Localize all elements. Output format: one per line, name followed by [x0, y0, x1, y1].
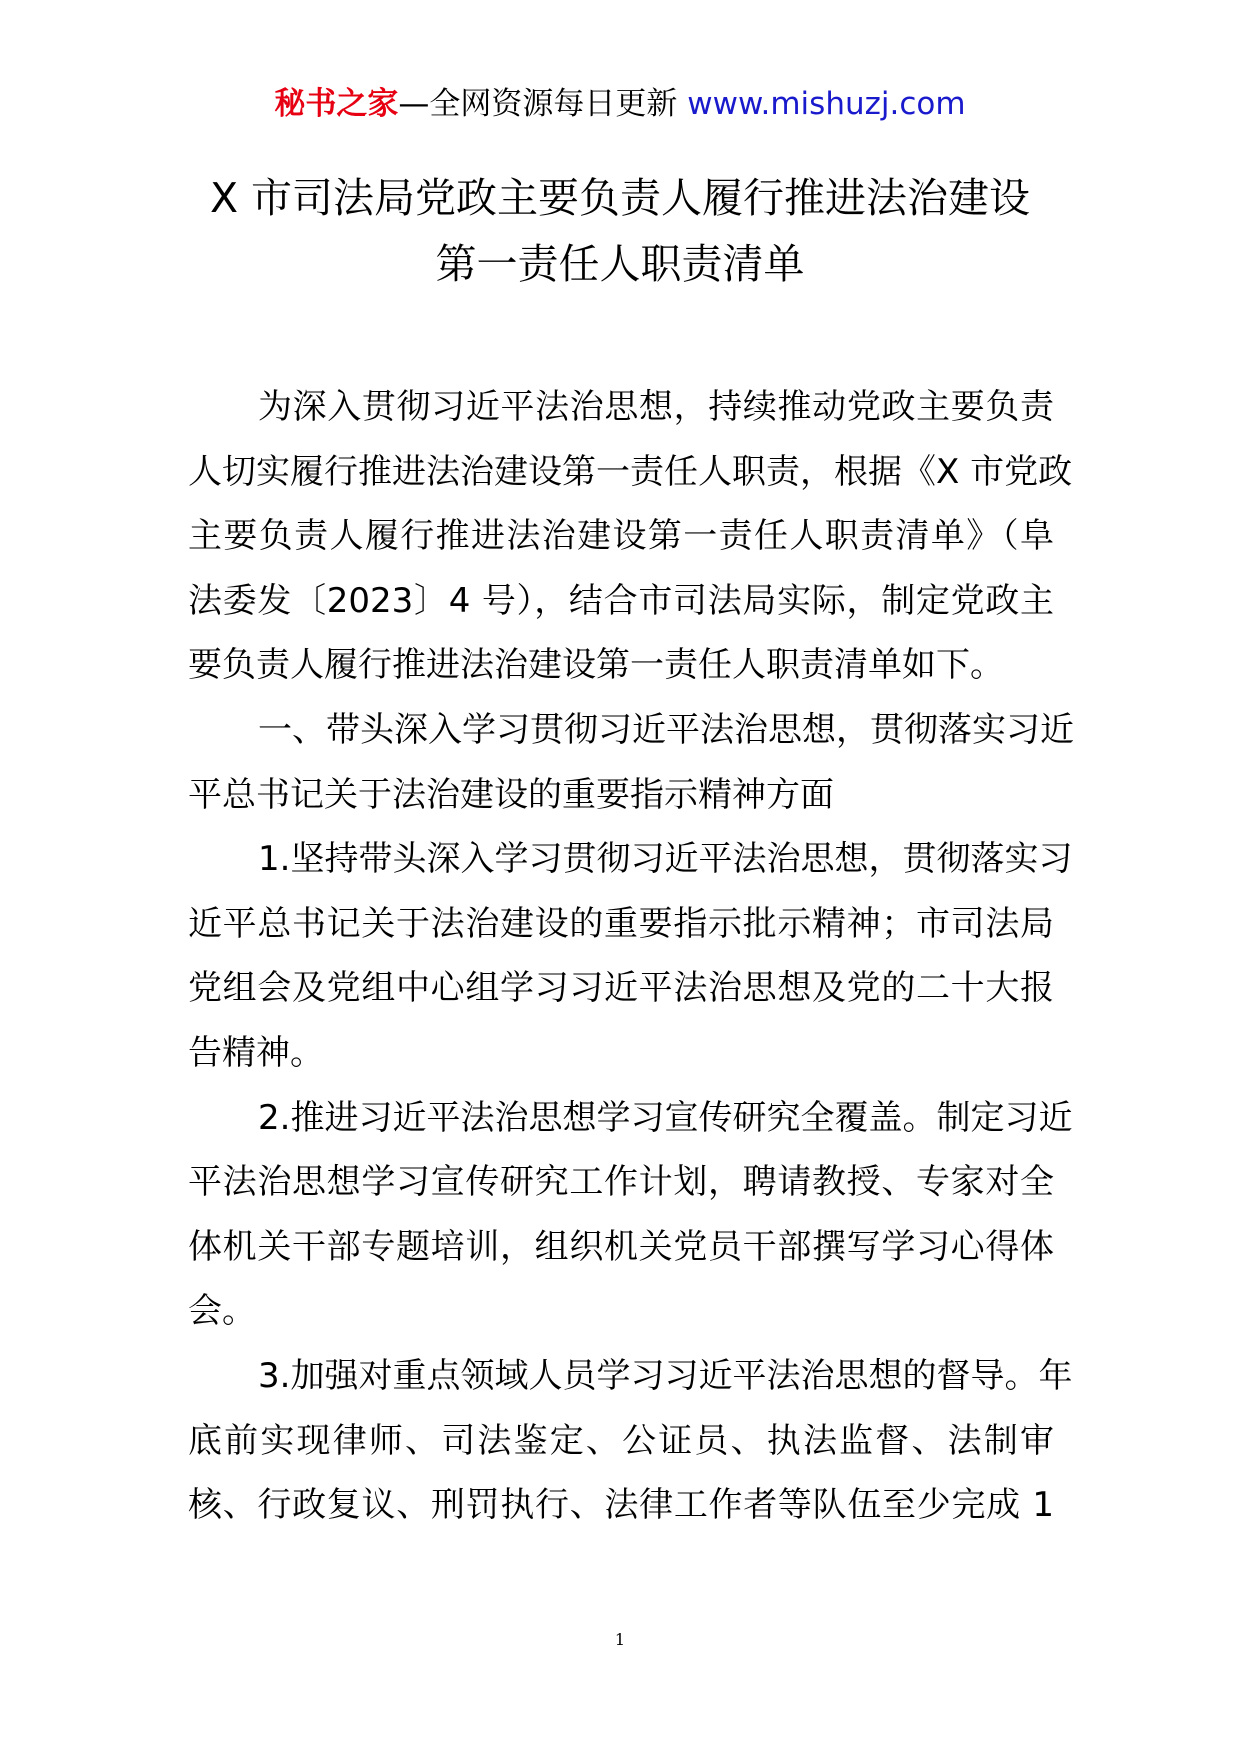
list-item-1: [188, 827, 1073, 1085]
site-header: [0, 84, 1240, 124]
document-title-line-2: 第一责任人职责清单: [435, 240, 805, 288]
list-item-3: [188, 1344, 1073, 1538]
document-title-line-1: X 市司法局党政主要负责人履行推进法治建设: [209, 174, 1031, 222]
section-heading-1: [188, 698, 1074, 827]
text-line: 会。: [188, 1291, 256, 1332]
text-line: 告精神。: [188, 1032, 324, 1073]
site-url-link[interactable]: www.mishuzj.com: [687, 86, 966, 122]
text-line: 核、行政复议、刑罚执行、法律工作者等队伍至少完成 1: [188, 1485, 1054, 1526]
text-line: 1.坚持带头深入学习贯彻习近平法治思想，贯彻落实习: [258, 839, 1073, 880]
text-line: 法委发〔2023〕4 号），结合市司法局实际，制定党政主: [188, 580, 1054, 621]
brand-name: 秘书之家: [274, 86, 399, 122]
text-line: 近平总书记关于法治建设的重要指示批示精神；市司法局: [188, 903, 1054, 944]
text-line: 平总书记关于法治建设的重要指示精神方面: [188, 774, 834, 815]
text-line: 平法治思想学习宣传研究工作计划，聘请教授、专家对全: [188, 1162, 1054, 1203]
text-line: 体机关干部专题培训，组织机关党员干部撰写学习心得体: [188, 1226, 1054, 1267]
paragraph-intro: [188, 375, 1073, 698]
text-line: 2.推进习近平法治思想学习宣传研究全覆盖。制定习近: [258, 1097, 1073, 1138]
text-line: 人切实履行推进法治建设第一责任人职责，根据《X 市党政: [188, 451, 1073, 492]
list-item-2: [188, 1086, 1073, 1344]
text-line: 底前实现律师、司法鉴定、公证员、执法监督、法制审: [188, 1420, 1054, 1461]
document-body: [188, 375, 1074, 1538]
text-line: 一、带头深入学习贯彻习近平法治思想，贯彻落实习近: [258, 709, 1074, 750]
page-number: 1: [614, 1630, 626, 1649]
text-line: 为深入贯彻习近平法治思想，持续推动党政主要负责: [258, 387, 1054, 427]
text-line: 3.加强对重点领域人员学习习近平法治思想的督导。年: [258, 1355, 1073, 1396]
text-line: 主要负责人履行推进法治建设第一责任人职责清单》（阜: [188, 516, 1054, 557]
text-line: 要负责人履行推进法治建设第一责任人职责清单如下。: [188, 645, 1004, 686]
text-line: 党组会及党组中心组学习习近平法治思想及党的二十大报: [188, 968, 1054, 1009]
header-tagline: —全网资源每日更新: [398, 86, 678, 122]
